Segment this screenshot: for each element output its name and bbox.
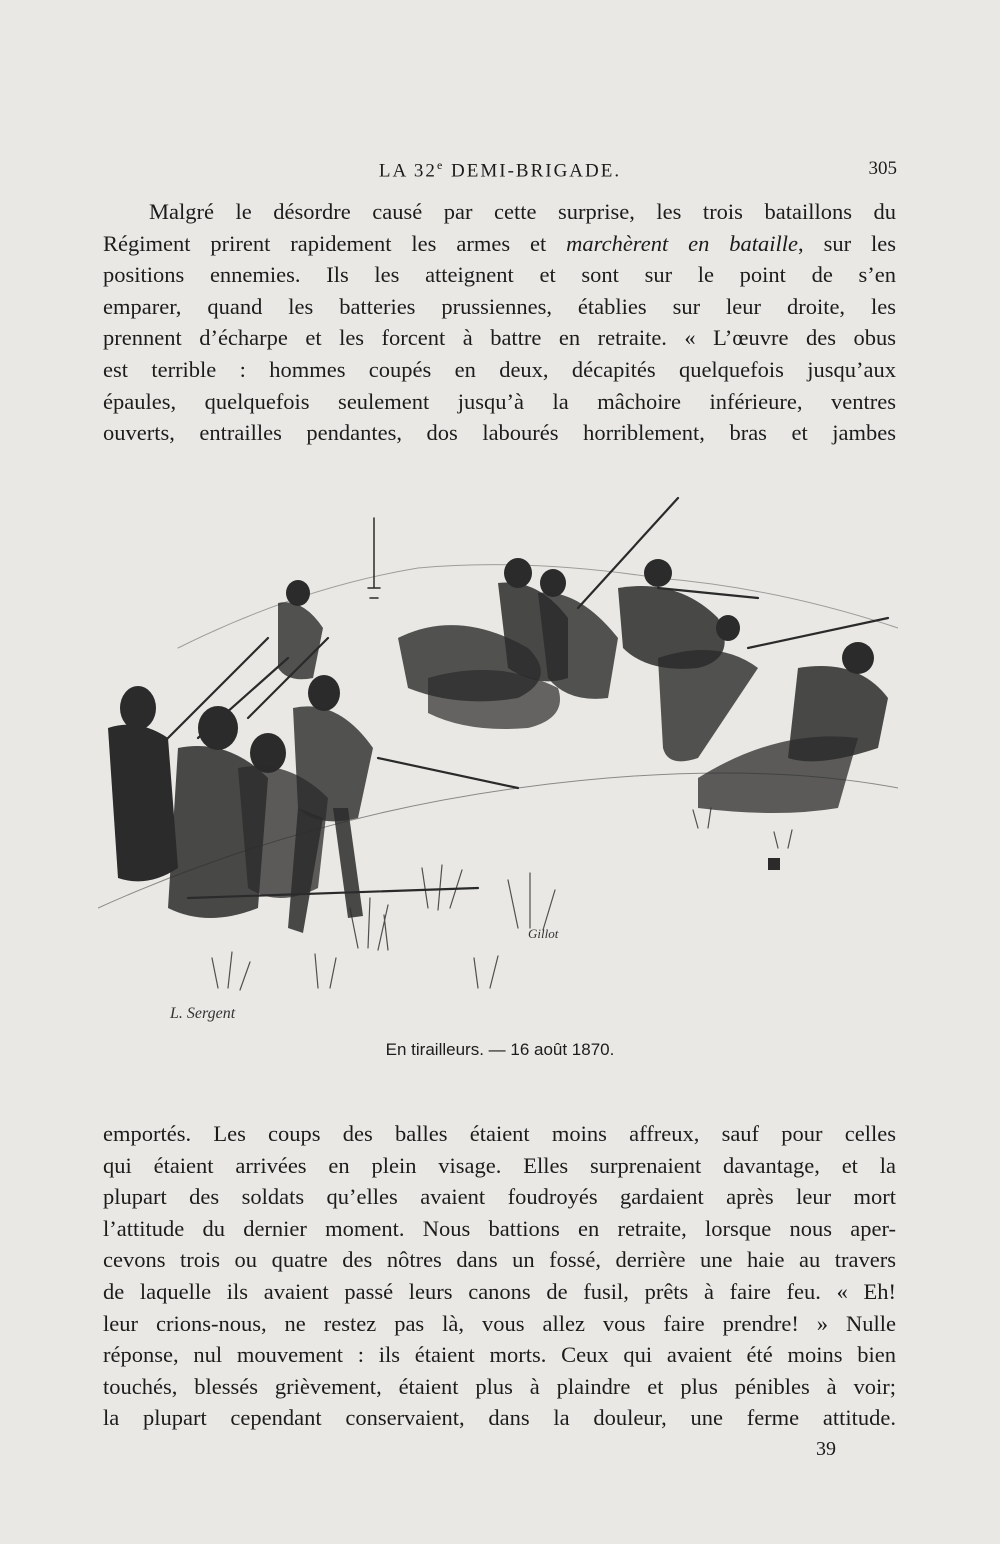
artist-signature: L. Sergent (170, 1005, 236, 1022)
running-title: LA 32e DEMI-BRIGADE. (378, 158, 622, 182)
text-line: plupart des soldats qu’elles avaient foudroyés gardaient après leur mort (103, 1184, 896, 1210)
text-line: ouverts, entrailles pendantes, dos labourés horriblement, bras et jambes (103, 420, 896, 446)
text-line: leur crions-nous, ne restez pas là, vous allez vous faire prendre! » Nulle (103, 1310, 896, 1336)
text-line: Régiment prirent rapidement les armes et marchèrent en bataille, sur les (103, 230, 896, 256)
paragraph-top (103, 196, 896, 449)
text-line: prennent d’écharpe et les forcent à battre en retraite. « L’œuvre des obus (103, 325, 896, 351)
text-line: réponse, nul mouvement : ils étaient morts. Ceux qui avaient été moins bien (103, 1342, 896, 1368)
text-line: Malgré le désordre causé par cette surprise, les trois bataillons du (149, 199, 896, 224)
illustration-caption: En tirailleurs. — 16 août 1870. (385, 1040, 615, 1059)
italic-phrase: marchèrent en bataille (566, 230, 799, 256)
page-number: 305 (868, 158, 897, 179)
text-line: de laquelle ils avaient passé leurs canons de fusil, prêts à faire feu. « Eh! (103, 1278, 896, 1304)
running-head (103, 158, 897, 186)
text-line: l’attitude du dernier moment. Nous battions en retraite, lorsque nous aper- (103, 1215, 896, 1241)
battle-engraving (98, 488, 898, 1043)
text-line: qui étaient arrivées en plein visage. Elles surprenaient davantage, et la (103, 1152, 896, 1178)
text-line: touchés, blessés grièvement, étaient plus à plaindre et plus pénibles à voir; (103, 1373, 896, 1399)
text-line: la plupart cependant conservaient, dans la douleur, une ferme attitude. (103, 1405, 896, 1431)
text-line: emparer, quand les batteries prussiennes, établies sur leur droite, les (103, 293, 896, 319)
text-line: épaules, quelquefois seulement jusqu’à la mâchoire inférieure, ventres (103, 388, 896, 414)
text-line: cevons trois ou quatre des nôtres dans un fossé, derrière une haie au travers (103, 1247, 896, 1273)
text-line: positions ennemies. Ils les atteignent et sont sur le point de s’en (103, 262, 896, 288)
paragraph-bottom (103, 1118, 896, 1434)
text-line: est terrible : hommes coupés en deux, décapités quelquefois jusqu’aux (103, 356, 896, 382)
signature-mark: 39 (816, 1438, 836, 1460)
text-line: emportés. Les coups des balles étaient moins affreux, sauf pour celles (103, 1121, 896, 1146)
engraver-signature: Gillot (528, 926, 559, 941)
